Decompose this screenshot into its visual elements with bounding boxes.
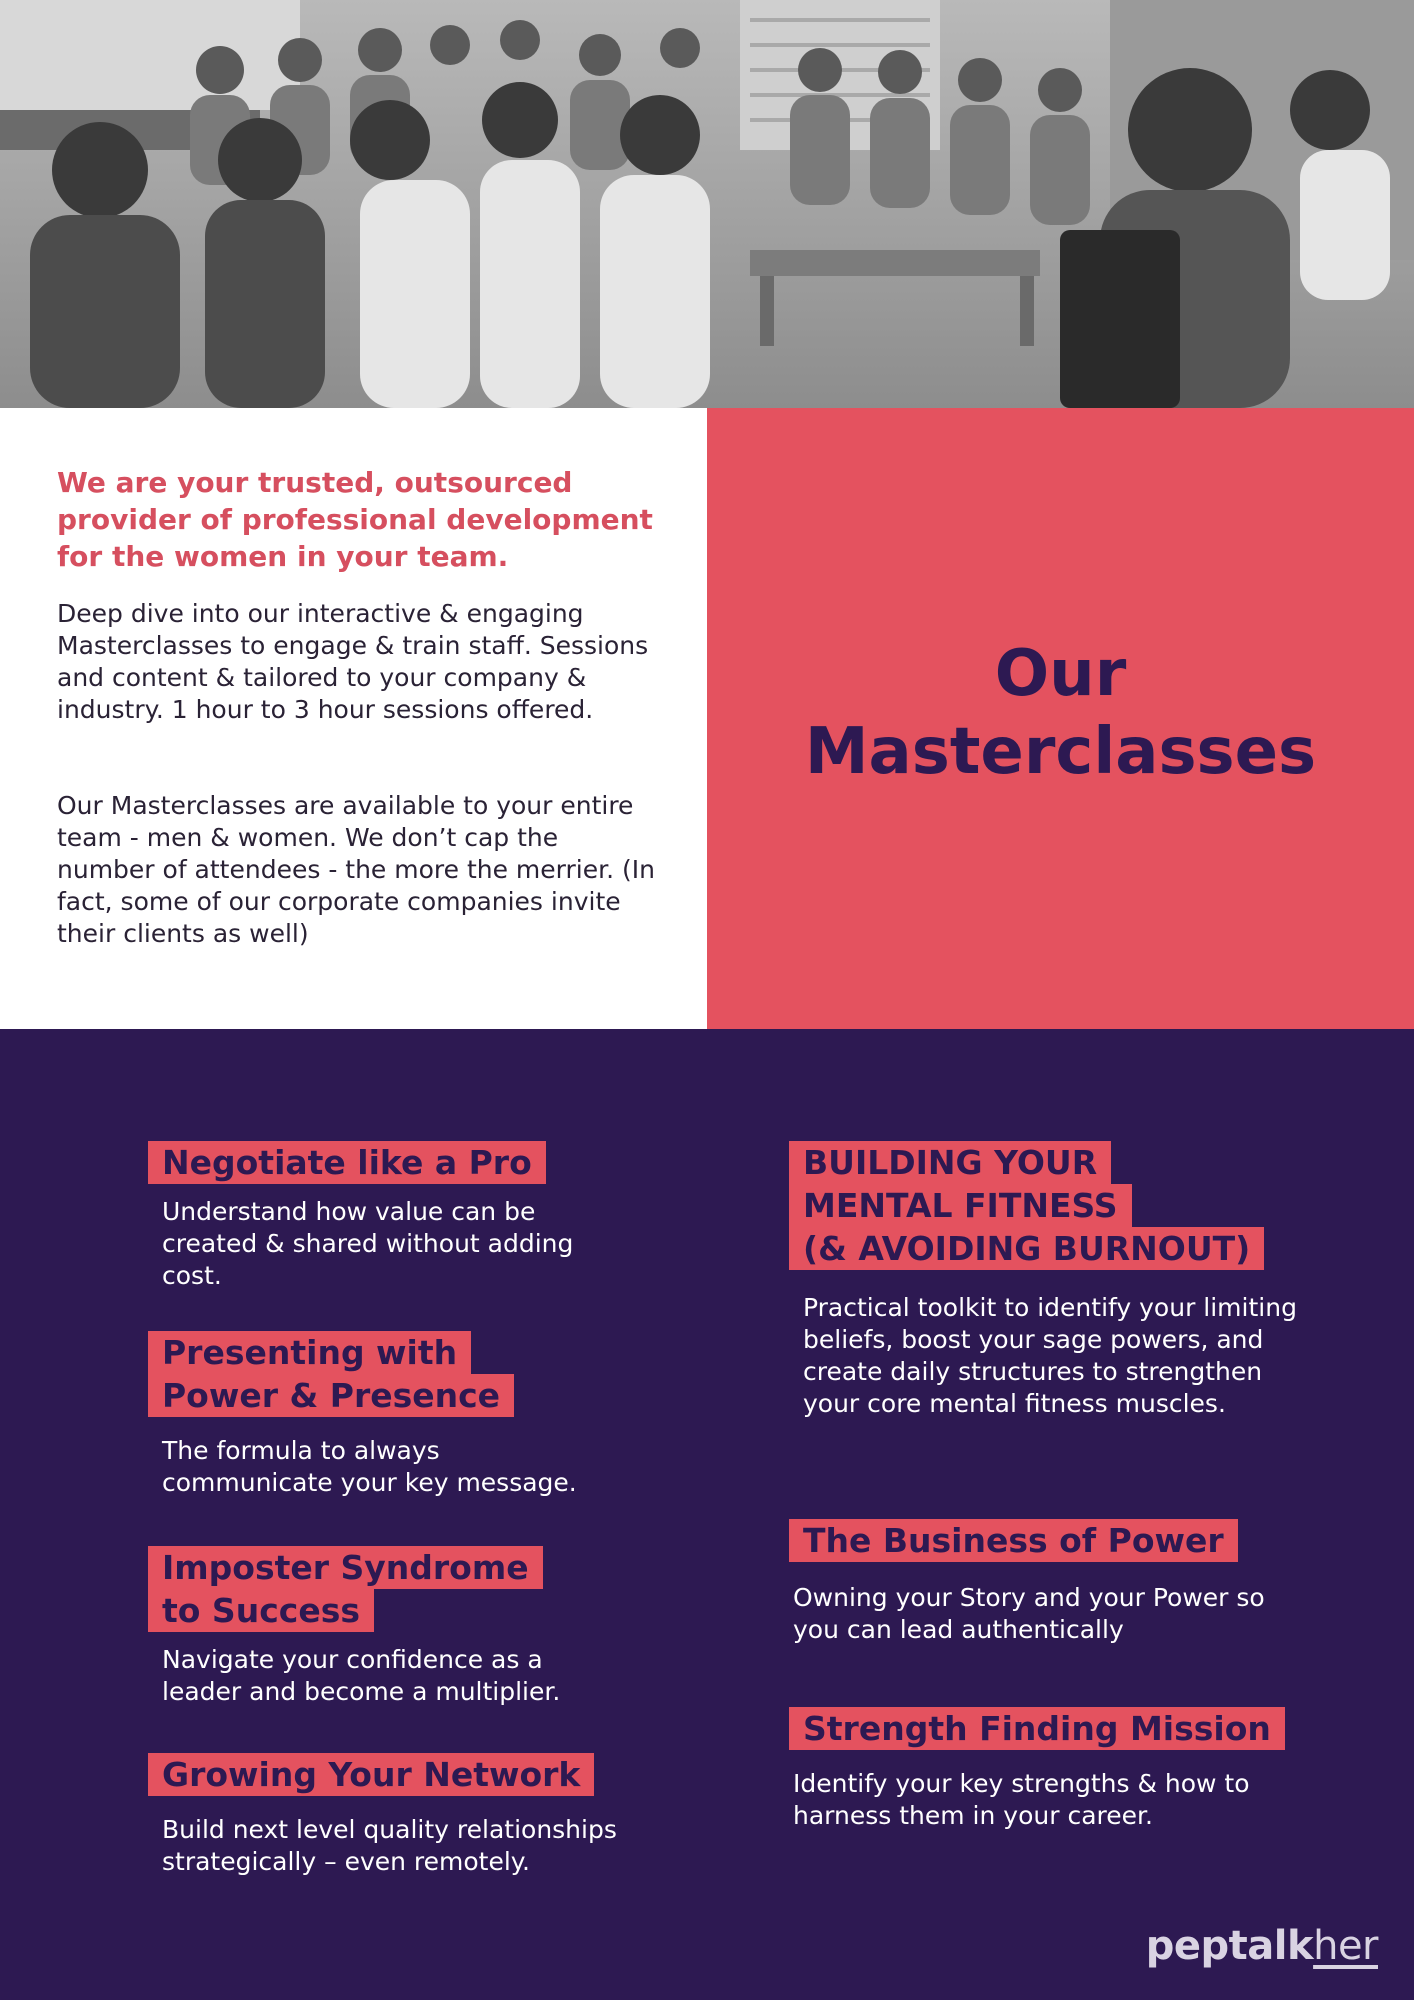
audience-photo-illustration — [0, 0, 1414, 408]
brand-logo-name: peptalk — [1145, 1923, 1314, 1969]
intro-lead: We are your trusted, outsourced provider of professional development for the women in your team. — [57, 466, 653, 573]
masterclass-description: Understand how value can be created & shared without adding cost. — [162, 1197, 574, 1290]
masterclass-title-line: Imposter Syndrome — [148, 1546, 543, 1589]
masterclass-description: Identify your key strengths & how to harness them in your career. — [793, 1769, 1250, 1830]
masterclass-title — [148, 1546, 668, 1632]
masterclass-title — [789, 1141, 1349, 1270]
masterclass-description: Navigate your confidence as a leader and become a multiplier. — [162, 1645, 561, 1706]
masterclass-title — [148, 1331, 668, 1417]
masterclass-title — [148, 1141, 668, 1184]
masterclass-title-line: BUILDING YOUR — [789, 1141, 1111, 1184]
brand-logo-suffix: her — [1313, 1923, 1378, 1969]
masterclass-title-line: Growing Your Network — [148, 1753, 594, 1796]
masterclass-imposter — [148, 1546, 668, 1708]
masterclass-title-line: Power & Presence — [148, 1374, 514, 1417]
masterclass-title — [789, 1707, 1349, 1750]
masterclass-negotiate — [148, 1141, 668, 1292]
masterclass-description: Owning your Story and your Power so you can lead authentically — [793, 1583, 1265, 1644]
masterclass-description: The formula to always communicate your key message. — [162, 1436, 577, 1497]
masterclass-title — [789, 1519, 1349, 1562]
masterclass-title-line: Negotiate like a Pro — [148, 1141, 546, 1184]
masterclass-network — [148, 1753, 668, 1878]
masterclass-title-line: (& AVOIDING BURNOUT) — [789, 1227, 1264, 1270]
page-title-line-2: Masterclasses — [804, 714, 1317, 789]
intro-paragraph-1: Deep dive into our interactive & engaging Masterclasses to engage & train staff. Sessions and content & tailored to your company & industry. 1 hour to 3 hour sessions offered. — [57, 599, 649, 724]
masterclass-strength-finding — [789, 1707, 1349, 1832]
masterclass-description: Practical toolkit to identify your limiting beliefs, boost your sage powers, and create daily structures to strengthen your core mental fitness muscles. — [803, 1293, 1297, 1418]
masterclass-title-line: MENTAL FITNESS — [789, 1184, 1132, 1227]
intro-panel — [0, 408, 707, 1029]
masterclass-title-line: Strength Finding Mission — [789, 1707, 1285, 1750]
title-panel — [707, 408, 1414, 1029]
page-title-line-1: Our — [994, 636, 1127, 711]
masterclass-title-line: Presenting with — [148, 1331, 471, 1374]
page-title — [805, 635, 1316, 791]
masterclass-business-of-power — [789, 1519, 1349, 1646]
intro-paragraph-2: Our Masterclasses are available to your entire team - men & women. We don’t cap the number of attendees - the more the merrier. (In fact, some of our corporate companies invite their clients as well) — [57, 791, 655, 948]
masterclass-title-line: to Success — [148, 1589, 374, 1632]
hero-photo — [0, 0, 1414, 408]
masterclass-mental-fitness — [789, 1141, 1349, 1420]
masterclass-presenting — [148, 1331, 668, 1499]
masterclass-description: Build next level quality relationships strategically – even remotely. — [162, 1815, 617, 1876]
brand-logo — [1146, 1923, 1378, 1969]
masterclass-title-line: The Business of Power — [789, 1519, 1238, 1562]
masterclass-title — [148, 1753, 668, 1796]
